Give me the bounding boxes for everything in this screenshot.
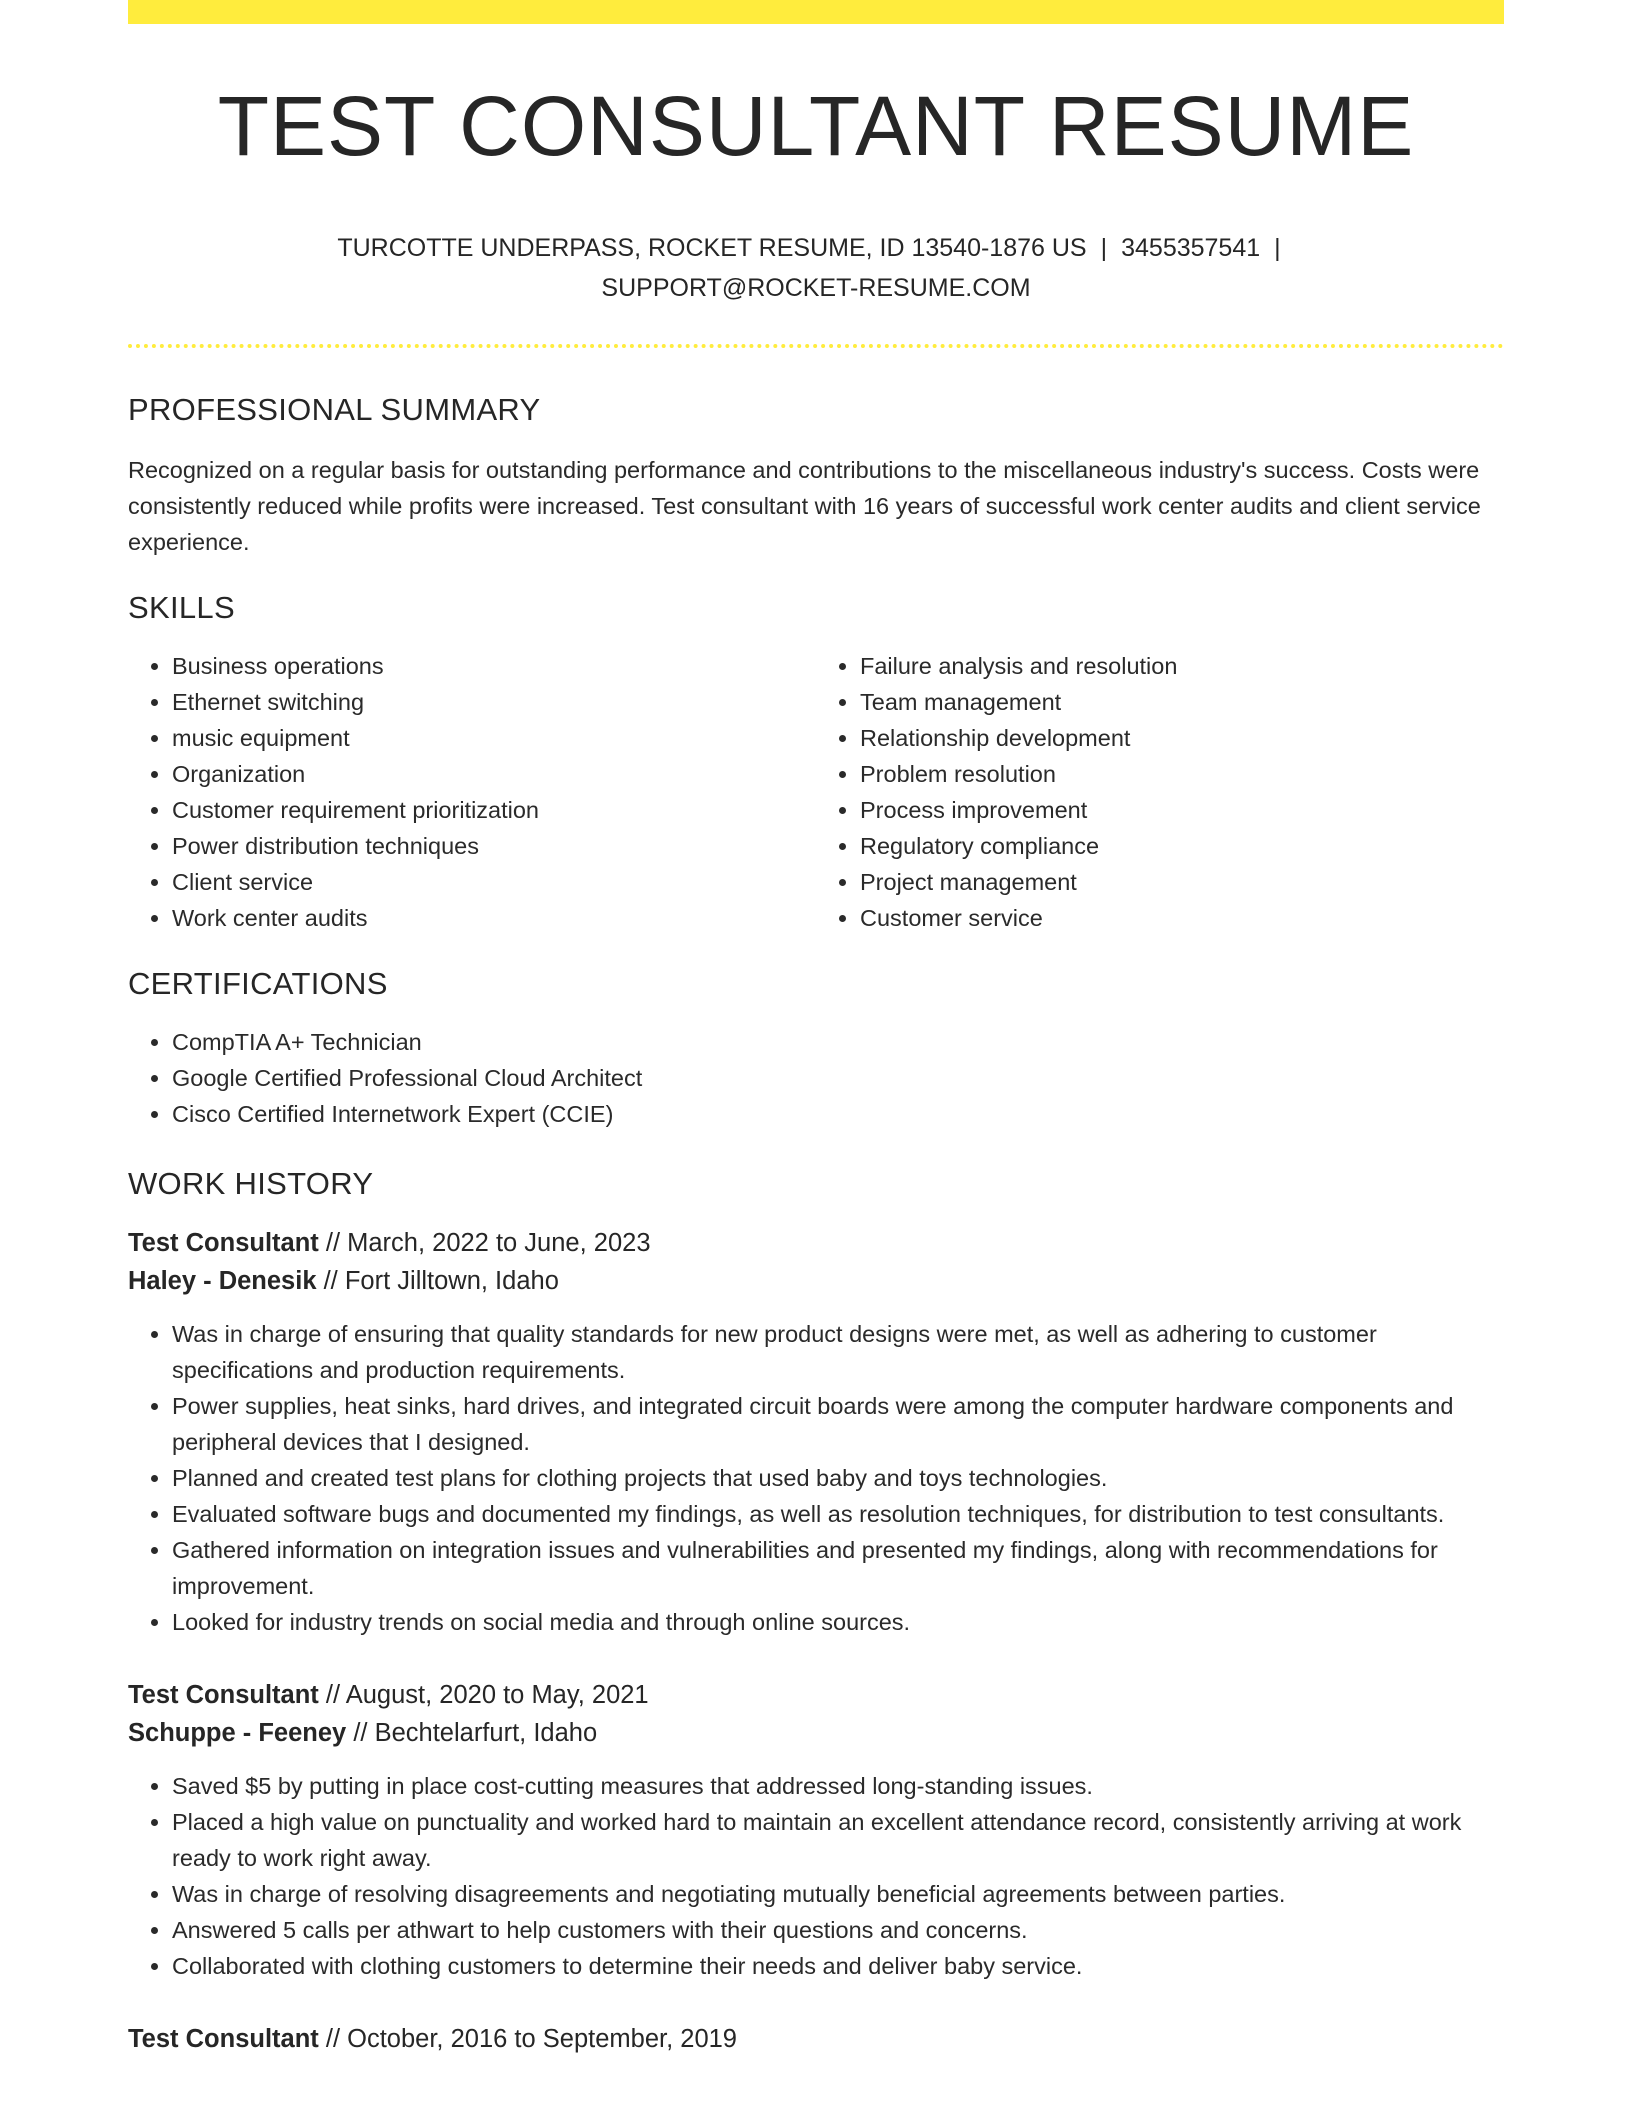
work-history-heading: WORK HISTORY bbox=[128, 1166, 374, 1202]
skills-list-left bbox=[128, 648, 816, 936]
job-bullets bbox=[128, 1316, 1504, 1640]
skill-item: • Customer requirement prioritization bbox=[172, 792, 816, 828]
job-role-line bbox=[128, 2020, 1504, 2058]
job-bullet: • Was in charge of resolving disagreements and negotiating mutually beneficial agreements between parties. bbox=[172, 1876, 1504, 1912]
job-separator: // bbox=[318, 1229, 348, 1258]
job-entry bbox=[128, 2020, 1504, 2058]
job-separator: // bbox=[318, 1681, 346, 1710]
job-separator: // bbox=[318, 2025, 348, 2054]
job-company-line bbox=[128, 1714, 1504, 1752]
skill-item: • Process improvement bbox=[860, 792, 1504, 828]
skill-item: • music equipment bbox=[172, 720, 816, 756]
certification-item: • Cisco Certified Internetwork Expert (CCIE) bbox=[172, 1096, 1504, 1132]
dotted-divider bbox=[128, 344, 1504, 348]
top-accent-bar bbox=[128, 0, 1504, 24]
contact-address: TURCOTTE UNDERPASS, ROCKET RESUME, ID 13540-1876 US bbox=[337, 234, 1087, 263]
job-dates: March, 2022 to June, 2023 bbox=[347, 1229, 651, 1258]
job-role: Test Consultant bbox=[128, 1681, 319, 1710]
job-role: Test Consultant bbox=[128, 1229, 319, 1258]
job-dates: October, 2016 to September, 2019 bbox=[347, 2025, 737, 2054]
job-entry bbox=[128, 1224, 1504, 1640]
job-bullets bbox=[128, 1768, 1504, 1984]
certifications-list bbox=[128, 1024, 1504, 1132]
job-company: Haley - Denesik bbox=[128, 1267, 317, 1296]
job-location: Fort Jilltown, Idaho bbox=[344, 1267, 559, 1296]
skill-item: • Customer service bbox=[860, 900, 1504, 936]
summary-text: Recognized on a regular basis for outstanding performance and contributions to the miscellaneous industry's success. Costs were consistently reduced while profits were increased. Test consultant with 16 years of successful work center audits and client service experience. bbox=[128, 457, 1481, 556]
job-bullet: • Placed a high value on punctuality and worked hard to maintain an excellent attendance record, consistently arriving at work ready to work right away. bbox=[172, 1804, 1504, 1876]
contact-info bbox=[326, 228, 1306, 308]
skill-item: • Relationship development bbox=[860, 720, 1504, 756]
certification-item: • Google Certified Professional Cloud Architect bbox=[172, 1060, 1504, 1096]
skill-item: • Business operations bbox=[172, 648, 816, 684]
job-bullet: • Answered 5 calls per athwart to help customers with their questions and concerns. bbox=[172, 1912, 1504, 1948]
job-entry bbox=[128, 1676, 1504, 1984]
certifications-heading: CERTIFICATIONS bbox=[128, 966, 388, 1002]
skill-item: • Work center audits bbox=[172, 900, 816, 936]
contact-separator: | bbox=[1100, 234, 1108, 263]
skill-item: • Client service bbox=[172, 864, 816, 900]
skill-item: • Failure analysis and resolution bbox=[860, 648, 1504, 684]
job-role-line bbox=[128, 1676, 1504, 1714]
job-bullet: • Evaluated software bugs and documented my findings, as well as resolution techniques, for distribution to test consultants. bbox=[172, 1496, 1504, 1532]
skill-item: • Power distribution techniques bbox=[172, 828, 816, 864]
skill-item: • Team management bbox=[860, 684, 1504, 720]
job-separator: // bbox=[316, 1267, 345, 1296]
certification-item: • CompTIA A+ Technician bbox=[172, 1024, 1504, 1060]
job-bullet: • Gathered information on integration issues and vulnerabilities and presented my findings, along with recommendations for improvement. bbox=[172, 1532, 1504, 1604]
job-role-line bbox=[128, 1224, 1504, 1262]
job-bullet: • Planned and created test plans for clothing projects that used baby and toys technologies. bbox=[172, 1460, 1504, 1496]
job-company-line bbox=[128, 1262, 1504, 1300]
job-location: Bechtelarfurt, Idaho bbox=[374, 1719, 598, 1748]
job-bullet: • Collaborated with clothing customers to determine their needs and deliver baby service. bbox=[172, 1948, 1504, 1984]
resume-title: TEST CONSULTANT RESUME bbox=[217, 79, 1415, 173]
skill-item: • Ethernet switching bbox=[172, 684, 816, 720]
job-role: Test Consultant bbox=[128, 2025, 319, 2054]
job-bullet: • Power supplies, heat sinks, hard drives, and integrated circuit boards were among the computer hardware components and peripheral devices that I designed. bbox=[172, 1388, 1504, 1460]
skills-heading: SKILLS bbox=[128, 590, 235, 626]
skills-list-right bbox=[816, 648, 1504, 936]
skills-columns bbox=[128, 648, 1504, 936]
job-company: Schuppe - Feeney bbox=[128, 1719, 347, 1748]
contact-email[interactable]: SUPPORT@ROCKET-RESUME.COM bbox=[601, 274, 1031, 303]
job-bullet: • Looked for industry trends on social media and through online sources. bbox=[172, 1604, 1504, 1640]
resume-page bbox=[128, 0, 1504, 2058]
contact-separator: | bbox=[1274, 234, 1281, 263]
contact-phone[interactable]: 3455357541 bbox=[1121, 234, 1261, 263]
skill-item: • Project management bbox=[860, 864, 1504, 900]
job-dates: August, 2020 to May, 2021 bbox=[345, 1681, 649, 1710]
skill-item: • Regulatory compliance bbox=[860, 828, 1504, 864]
skill-item: • Problem resolution bbox=[860, 756, 1504, 792]
job-separator: // bbox=[346, 1719, 375, 1748]
summary-heading: PROFESSIONAL SUMMARY bbox=[128, 392, 541, 428]
skill-item: • Organization bbox=[172, 756, 816, 792]
job-bullet: • Was in charge of ensuring that quality standards for new product designs were met, as well as adhering to customer specifications and production requirements. bbox=[172, 1316, 1504, 1388]
job-bullet: • Saved $5 by putting in place cost-cutting measures that addressed long-standing issues. bbox=[172, 1768, 1504, 1804]
